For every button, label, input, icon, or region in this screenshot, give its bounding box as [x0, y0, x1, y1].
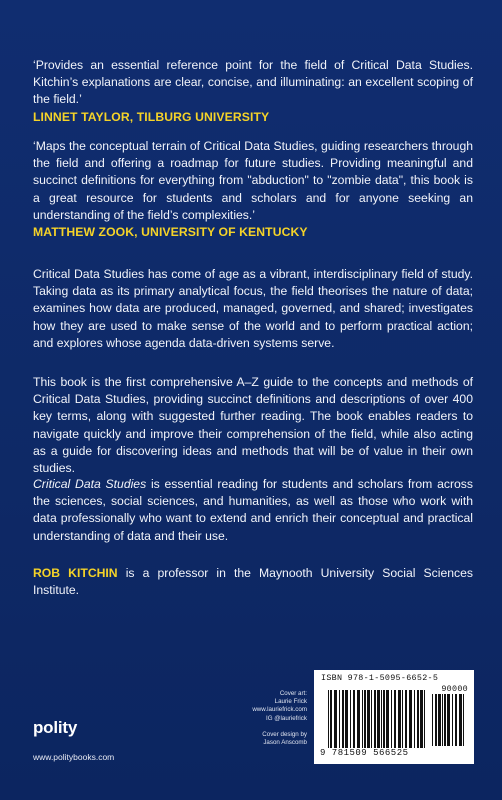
- barcode-bar: [398, 690, 401, 748]
- barcode-bar: [444, 694, 446, 746]
- barcode-bar: [386, 690, 389, 748]
- credit-artist-ig: IG @lauriefrick: [265, 714, 307, 722]
- barcode-bar: [409, 690, 412, 748]
- barcode-bar: [463, 694, 464, 746]
- barcode-bar: [371, 690, 372, 748]
- barcode-bar: [435, 694, 437, 746]
- credit-art-label: Cover art:: [279, 690, 307, 697]
- review-2: [33, 138, 473, 241]
- barcode-bar: [353, 690, 355, 748]
- publisher-url: www.politybooks.com: [33, 752, 115, 762]
- barcode-bar: [374, 690, 376, 748]
- barcode-bar: [381, 690, 382, 748]
- isbn-barcode: [314, 670, 474, 764]
- barcode-bar: [328, 690, 329, 748]
- author-bio-text: is a professor in the Maynooth University Social Sciences Institute.: [33, 566, 473, 598]
- barcode-bar: [402, 690, 403, 748]
- review-quote: ‘Provides an essential reference point for the field of Critical Data Studies. Kitchin’s explanations are clear, concise, and illuminating: an excellent scoping of the field.’: [33, 58, 473, 107]
- review-attribution: LINNET TAYLOR, TILBURG UNIVERSITY: [33, 109, 270, 124]
- barcode-bar: [367, 690, 370, 748]
- review-quote: ‘Maps the conceptual terrain of Critical Data Studies, guiding researchers through the field and offering a roadmap for future studies. Providing meaningful and succinct definitions for everything from "abduction" to "zombie data", this book is a great resource for students and scholars and for anyone seeking an understanding of the field’s complexities.’: [33, 139, 473, 222]
- barcode-bar: [394, 690, 396, 748]
- blurb-text: [33, 476, 473, 545]
- blurb-paragraph-1: [33, 266, 473, 352]
- credit-design-label: Cover design by: [262, 730, 307, 738]
- barcode-bar: [452, 694, 453, 746]
- barcode-bar: [424, 690, 425, 748]
- blurb-paragraph-3: [33, 476, 473, 545]
- barcode-bar: [362, 690, 363, 748]
- cover-credits: [215, 690, 307, 747]
- credit-artist: Laurie Frick: [274, 698, 307, 706]
- review-attribution: MATTHEW ZOOK, UNIVERSITY OF KENTUCKY: [33, 225, 308, 240]
- blurb-text: Critical Data Studies has come of age as a vibrant, interdisciplinary field of study. Taking data as its primary analytical focus, the field theorises the nature of data; examines how data are produced, managed, governed, and shared; investigates how they are used to make sense of the world and to perform practical action; and explores whose agenda data-driven systems serve.: [33, 267, 473, 350]
- barcode-bar: [447, 694, 450, 746]
- barcode-bar: [414, 690, 415, 748]
- blurb-text: This book is the first comprehensive A–Z guide to the concepts and methods of Critical Data Studies, providing succinct definitions and descriptions of over 400 key terms, along with suggested further reading. The book enables readers to navigate quickly and improve their comprehension of the field, while also acting as a guide for discovering ideas and methods that will be of value in their own studies.: [33, 375, 473, 476]
- barcode-bar: [442, 694, 443, 746]
- barcode-bar: [377, 690, 380, 748]
- barcode-bar: [459, 694, 462, 746]
- barcode-bar: [342, 690, 344, 748]
- barcode-bar: [405, 690, 407, 748]
- barcode-bar: [391, 690, 392, 748]
- barcode-bar: [383, 690, 385, 748]
- author-bio: [33, 565, 473, 599]
- barcode-bar: [345, 690, 348, 748]
- credit-designer: Jason Anscomb: [263, 739, 307, 747]
- author-name: ROB KITCHIN: [33, 566, 118, 580]
- price-code: 90000: [441, 684, 468, 694]
- barcode-bar: [432, 694, 433, 746]
- barcode-bar: [438, 694, 441, 746]
- barcode-bar: [330, 690, 332, 748]
- publisher-logo: polity: [33, 718, 78, 737]
- blurb-paragraph-2: [33, 374, 473, 477]
- barcode-bar: [455, 694, 457, 746]
- ean-barcode-bars: [328, 690, 428, 748]
- addon-barcode-bars: [432, 694, 468, 746]
- barcode-bar: [357, 690, 360, 748]
- blurb-rest: is essential reading for students and scholars from across the sciences, social sciences, and humanities, as well as those who work with data professionally who want to extend and enrich their conceptual and practical understanding of data and their use.: [33, 477, 473, 543]
- barcode-bar: [334, 690, 337, 748]
- review-1: [33, 57, 473, 126]
- book-title: Critical Data Studies: [33, 477, 147, 491]
- isbn-text: ISBN 978-1-5095-6652-5: [321, 673, 439, 683]
- barcode-bar: [420, 690, 423, 748]
- barcode-bar: [350, 690, 351, 748]
- credit-artist-site: www.lauriefrick.com: [252, 706, 307, 714]
- barcode-bar: [339, 690, 340, 748]
- ean-digits: 9 781509 566525: [320, 748, 409, 758]
- barcode-bar: [364, 690, 366, 748]
- barcode-bar: [417, 690, 419, 748]
